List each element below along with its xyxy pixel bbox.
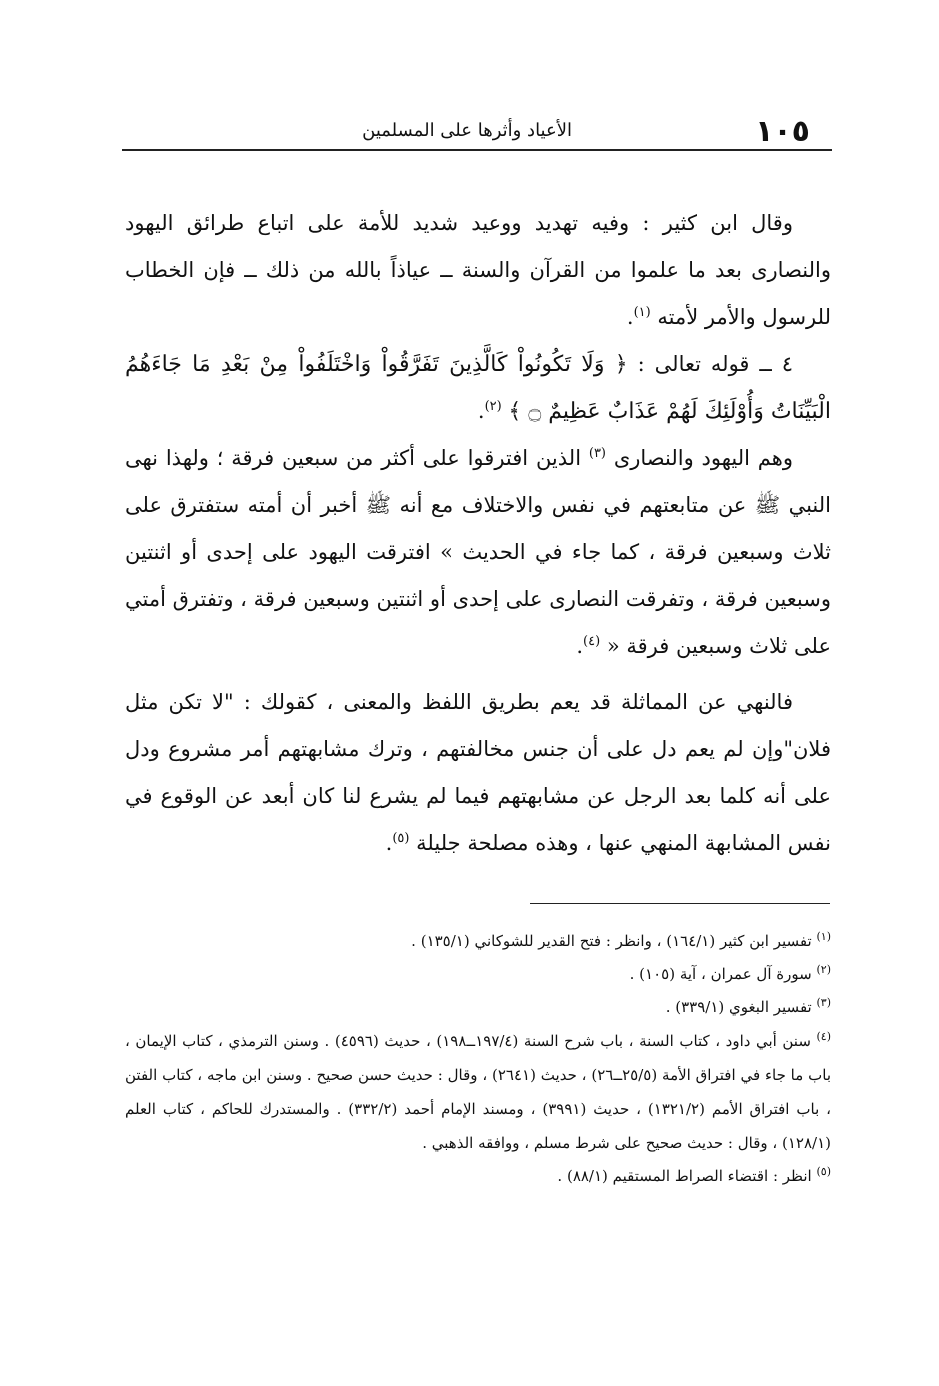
footnote-text: تفسير البغوي (٣٣٩/١) . xyxy=(665,998,812,1016)
footnote-text: تفسير ابن كثير (١٦٤/١) ، وانظر : فتح القدير للشوكاني (١٣٥/١) . xyxy=(411,932,812,950)
footnote-text: انظر : اقتضاء الصراط المستقيم (٨٨/١) . xyxy=(557,1167,812,1185)
footnote-2 xyxy=(125,958,831,991)
footnote-separator xyxy=(530,903,830,904)
paragraph-2-lead: ٤ ــ قوله تعالى : xyxy=(637,352,793,376)
footnote-1 xyxy=(125,925,831,958)
header-rule xyxy=(122,149,832,151)
page-number: ١٠٥ xyxy=(755,114,810,149)
paragraph-3-text-a: وهم اليهود والنصارى xyxy=(613,446,794,470)
paragraph-2-end: . xyxy=(477,399,485,423)
paragraph-4-text: فالنهي عن المماثلة قد يعم بطريق اللفظ والمعنى ، كقولك : "لا تكن مثل فلان"وإن لم يعم دل على أن جنس مخالفتهم ، وترك مشابهتهم أمر مشروع ودل على أنه كلما بعد الرجل عن مشابهتهم فيما لم يشرع لنا كان أبعد عن الوقوع في نفس المشابهة المنهي عنها ، وهذه مصلحة جليلة xyxy=(125,690,831,855)
footnote-ref-1[interactable]: (١) xyxy=(633,305,651,320)
paragraph-1 xyxy=(125,200,831,341)
paragraph-3 xyxy=(125,435,831,670)
footnote-text: سورة آل عمران ، آية (١٠٥) . xyxy=(629,965,812,983)
footnote-3 xyxy=(125,991,831,1024)
footnote-number: (٤) xyxy=(816,1030,831,1043)
paragraph-1-text: وقال ابن كثير : وفيه تهديد ووعيد شديد للأمة على اتباع طرائق اليهود والنصارى بعد ما علموا من القرآن والسنة ــ عياذاً بالله من ذلك ــ فإن الخطاب للرسول والأمر لأمته xyxy=(125,211,831,329)
quran-verse: ﴿ وَلَا تَكُونُواْ كَالَّذِينَ تَفَرَّقُواْ وَاخْتَلَفُواْ مِنْ بَعْدِ مَا جَاءَهُمُ الْبَيِّنَاتُ وَأُوْلَئِكَ لَهُمْ عَذَابٌ عَظِيمٌ ۝ ﴾ xyxy=(125,352,831,424)
footnote-text: سنن أبي داود ، كتاب السنة ، باب شرح السنة (١٩٧/٤ــ١٩٨) ، حديث (٤٥٩٦) . وسنن الترمذي ، كتاب الإيمان ، باب ما جاء في افتراق الأمة (٢٥/٥ــ٢٦) ، حديث (٢٦٤١) ، وقال : حديث حسن صحيح . وسنن ابن ماجه ، كتاب الفتن ، باب افتراق الأمم (١٣٢١/٢) ، حديث (٣٩٩١) ، ومسند الإمام أحمد (٣٣٢/٢) . والمستدرك للحاكم ، كتاب العلم (١٢٨/١) ، وقال : حديث صحيح على شرط مسلم ، ووافقه الذهبي . xyxy=(125,1032,831,1152)
footnote-number: (١) xyxy=(816,930,831,943)
footnote-ref-2[interactable]: (٢) xyxy=(484,399,502,414)
paragraph-3-text-b: الذين افترقوا على أكثر من سبعين فرقة ؛ ولهذا نهى النبي ﷺ عن متابعتهم في نفس والاختلاف مع أنه ﷺ أخبر أن أمته ستفترق على ثلاث وسبعين فرقة ، كما جاء في الحديث » افترقت اليهود على إحدى أو اثنتين وسبعين فرقة ، وتفرقت النصارى على إحدى أو اثنتين وسبعين فرقة ، وتفترق أمتي على ثلاث وسبعين فرقة « xyxy=(125,446,831,658)
footnote-4 xyxy=(125,1024,831,1160)
footnote-ref-3[interactable]: (٣) xyxy=(588,446,606,461)
paragraph-4-end: . xyxy=(385,831,393,855)
paragraph-3-end: . xyxy=(576,634,584,658)
paragraph-2 xyxy=(125,341,831,435)
footnote-5 xyxy=(125,1160,831,1193)
footnote-ref-5[interactable]: (٥) xyxy=(392,831,410,846)
body-text xyxy=(125,200,831,867)
running-title: الأعياد وأثرها على المسلمين xyxy=(362,120,572,141)
page-header xyxy=(122,108,832,148)
paragraph-4 xyxy=(125,679,831,867)
footnote-number: (٢) xyxy=(816,963,831,976)
footnote-number: (٣) xyxy=(816,996,831,1009)
footnote-number: (٥) xyxy=(816,1165,831,1178)
footnotes xyxy=(125,925,831,1193)
footnote-ref-4[interactable]: (٤) xyxy=(583,634,601,649)
paragraph-1-end: . xyxy=(626,305,634,329)
